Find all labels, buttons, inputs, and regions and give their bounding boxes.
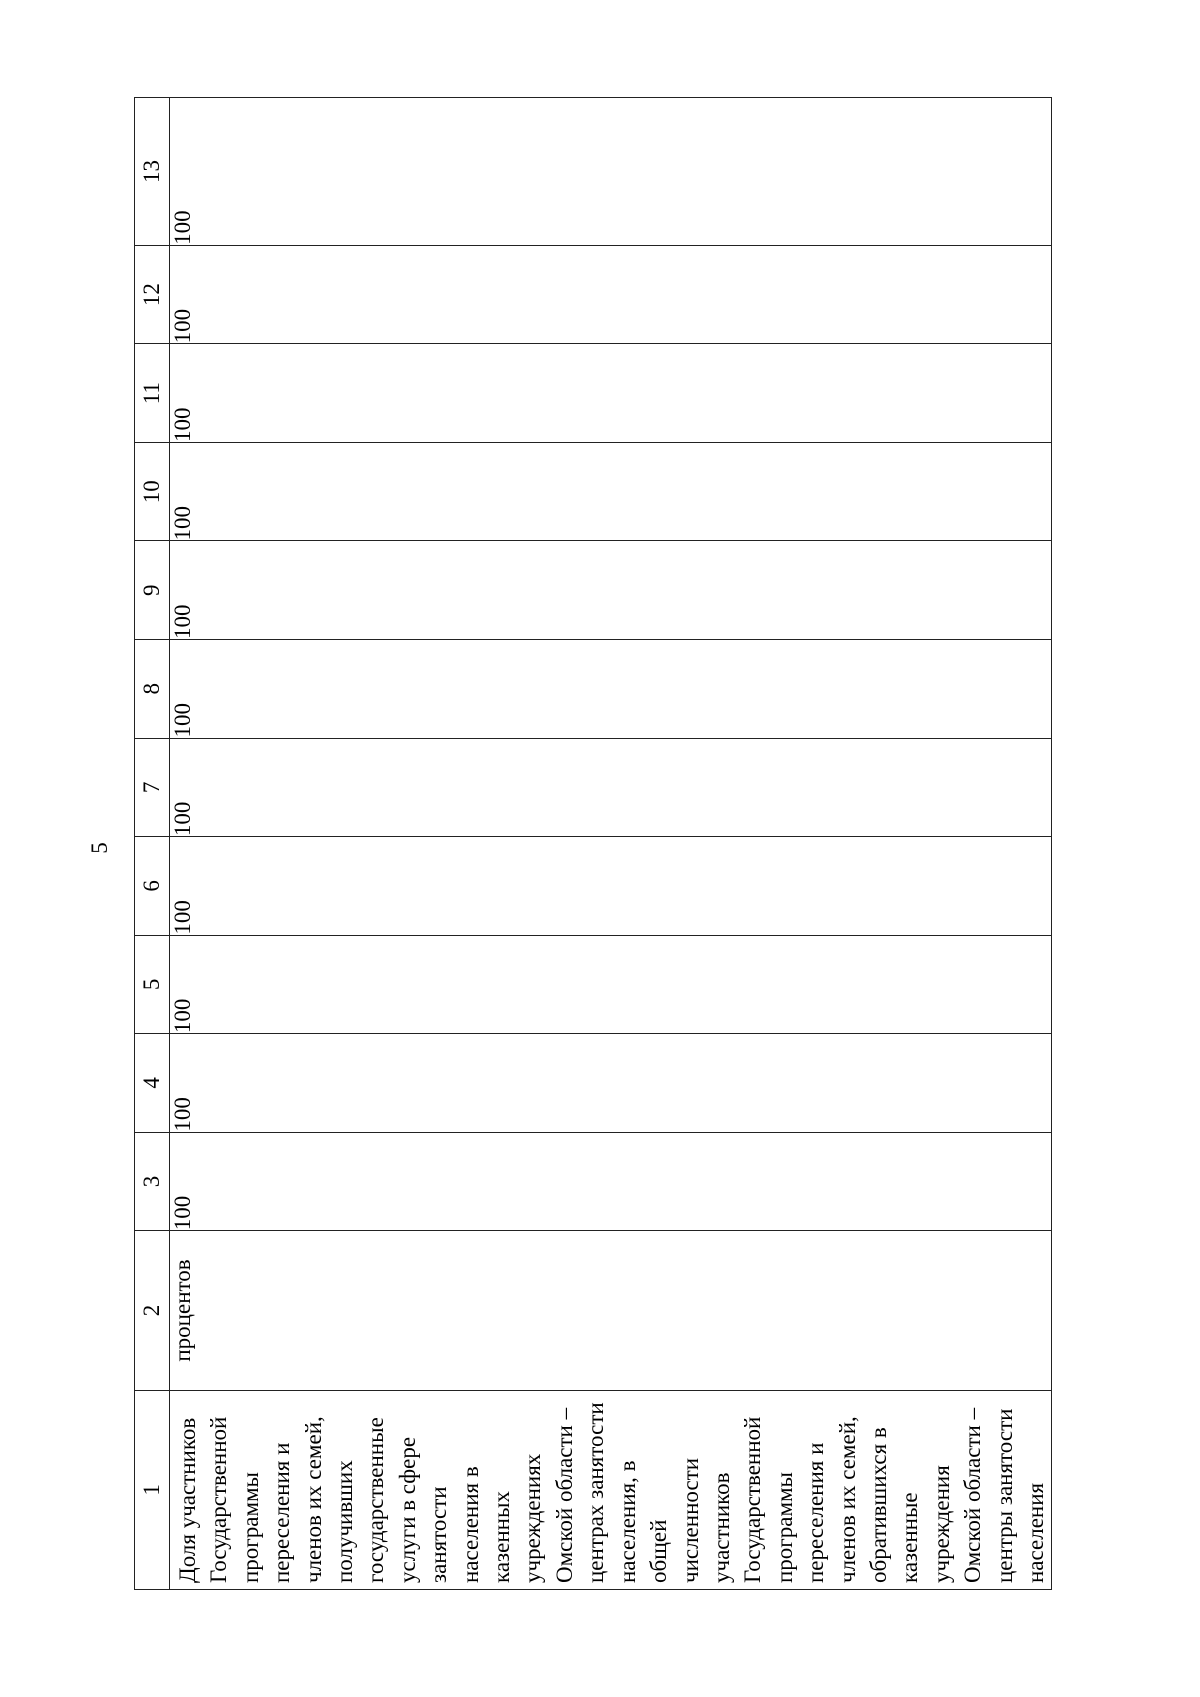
value-cell-11: 100 (170, 344, 1052, 443)
value-cell-10: 100 (170, 442, 1052, 541)
column-number-9: 9 (135, 541, 170, 640)
value-cell-8: 100 (170, 640, 1052, 739)
column-number-6: 6 (135, 837, 170, 936)
column-number-8: 8 (135, 640, 170, 739)
column-number-2: 2 (135, 1231, 170, 1391)
value-cell-9: 100 (170, 541, 1052, 640)
column-number-10: 10 (135, 442, 170, 541)
value-cell-5: 100 (170, 935, 1052, 1034)
table-row (170, 98, 1052, 1590)
column-number-7: 7 (135, 738, 170, 837)
unit-cell: процентов (170, 1231, 1052, 1391)
value-cell-13: 100 (170, 98, 1052, 246)
table-header-row (135, 98, 170, 1590)
value-cell-6: 100 (170, 837, 1052, 936)
page-number: 5 (87, 842, 112, 854)
value-cell-12: 100 (170, 245, 1052, 344)
column-number-4: 4 (135, 1034, 170, 1133)
indicator-description-cell (170, 1390, 1052, 1589)
value-cell-3: 100 (170, 1132, 1052, 1231)
column-number-3: 3 (135, 1132, 170, 1231)
column-number-1: 1 (135, 1390, 170, 1589)
column-number-11: 11 (135, 344, 170, 443)
indicator-table (134, 97, 1048, 1590)
indicator-description: Доля участников Государственной программы переселения и членов их семей, получивших государственные услуги в сфере занятости населения в казенных учреждениях Омской области – центрах занятости населения, в общей численности участников Государственной программы переселения и членов их семей, обратившихся в казенные учреждения Омской области – центры занятости населения (175, 1402, 1048, 1583)
column-number-13: 13 (135, 98, 170, 246)
column-number-5: 5 (135, 935, 170, 1034)
value-cell-7: 100 (170, 738, 1052, 837)
column-number-12: 12 (135, 245, 170, 344)
value-cell-4: 100 (170, 1034, 1052, 1133)
